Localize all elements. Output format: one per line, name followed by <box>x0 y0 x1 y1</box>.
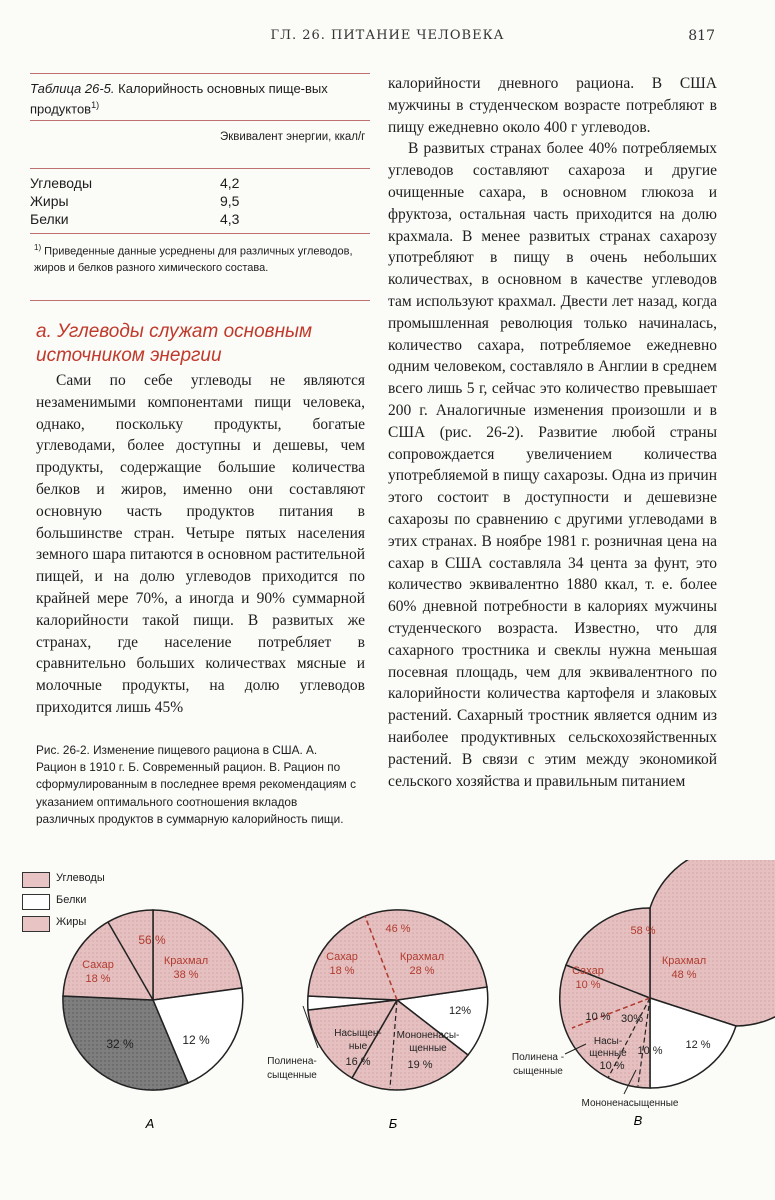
pie-c-mono-pct: 10 % <box>637 1045 663 1057</box>
table-footnote-text: Приведенные данные усреднены для различных углеводов, жиров и белков разного химического состава. <box>34 245 353 274</box>
pie-c-poly-pct: 10 % <box>585 1011 611 1023</box>
table-caption <box>30 80 360 117</box>
legend-label: Жиры <box>56 916 87 928</box>
table-header-bottom-rule <box>30 168 370 169</box>
table-cell-value: 4,2 <box>220 175 240 191</box>
pie-a-protein-pct: 12 % <box>182 1033 210 1047</box>
pie-b-sugar-pct: 18 % <box>329 965 355 977</box>
table-footnote <box>34 240 360 276</box>
pie-b-mono-label2: щенные <box>409 1043 447 1054</box>
pie-a-starch-pct: 38 % <box>173 969 199 981</box>
page-number: 817 <box>688 28 715 44</box>
pie-b-starch-pct: 28 % <box>409 965 435 977</box>
pie-b-protein-pct: 12% <box>448 1005 472 1017</box>
pie-b-sat-pct: 16 % <box>345 1056 371 1068</box>
table-header-rule <box>30 120 370 121</box>
pie-c-protein-pct: 12 % <box>685 1039 711 1051</box>
table-cell-name: Жиры <box>30 193 69 209</box>
pie-a-fat-pct: 32 % <box>106 1037 134 1051</box>
pie-c-poly-label2: сыщенные <box>513 1066 563 1077</box>
pie-c-slice-carbs <box>650 860 775 1026</box>
pie-c-starch-label: Крахмал <box>661 955 707 967</box>
table-column-header: Эквивалент энергии, ккал/г <box>220 131 366 143</box>
table-row <box>30 175 360 191</box>
table-footnote-rule <box>30 300 370 301</box>
pie-c-fat-total: 30% <box>620 1013 644 1025</box>
paragraph: В развитых странах более 40% потребляемых углеводов составляют сахароза и другие очищенные сахара, в основном глюкоза и фруктоза, остальная часть приходится на долю крахмала. В менее развитых странах сахарозу употребляют в пищу в очень небольших количествах, в основном в качестве углеводов там используют крахмал. Двести лет назад, когда промышленная революция только начиналась, количество сахара, потребляемое ежедневно одним человеком, составляло в Англии в среднем всего лишь 5 г, сейчас это количество превышает 200 г. Аналогичные изменения произошли и в США (рис. 26-2). Развитие любой страны сопровождается увеличением количества употребляемой в пищу сахарозы. Одна из причин этого состоит в доступности и дешевизне сахарозы по сравнению с другими углеводами в этих странах. В ноябре 1981 г. розничная цена на сахар в США составляла 34 цента за фунт, это количество эквивалентно 1880 ккал, т. е. более 60% дневной потребности в калориях мужчины студенческого возраста. Известно, что для сахарного тростника и свеклы нужна меньшая посевная площадь, чем для эквивалентного по калорийности количества картофеля и злаковых растений. Сахарный тростник является одним из наиболее продуктивных сельскохозяйственных растений. В связи с этим между экономикой сельского хозяйства и правильным питанием <box>388 140 717 790</box>
pie-b-poly-label: Полинена- <box>267 1056 317 1067</box>
table-cell-value: 9,5 <box>220 193 240 209</box>
table-top-rule <box>30 73 370 74</box>
pie-b-starch-label: Крахмал <box>399 951 445 963</box>
pie-c-sat-label: Насы- <box>593 1036 623 1047</box>
pie-b-mono-label: Мононенасы- <box>396 1030 460 1041</box>
table-cell-value: 4,3 <box>220 211 240 227</box>
pie-b-poly-label2: сыщенные <box>267 1070 317 1081</box>
pie-b-mono-pct: 19 % <box>407 1059 433 1071</box>
pie-c-mono-label: Мононенасыщенные <box>581 1098 679 1109</box>
pie-c-sugar-pct: 10 % <box>575 979 601 991</box>
table-cell-name: Белки <box>30 211 69 227</box>
pie-a-sugar-pct: 18 % <box>85 973 111 985</box>
legend-label: Углеводы <box>56 872 105 884</box>
body-column-left <box>36 370 365 719</box>
paragraph: калорийности дневного рациона. В США мужчины в студенческом возрасте потребляют в пищу ежедневно около 400 г углеводов. <box>388 75 717 136</box>
pie-a-starch-label: Крахмал <box>163 955 209 967</box>
pie-a-sugar-label: Сахар <box>82 959 114 971</box>
table-caption-label: Таблица 26-5. <box>30 81 115 96</box>
pie-c-poly-label: Полинена - <box>511 1052 565 1063</box>
pie-c-sat-label2: щенные <box>589 1048 627 1059</box>
pie-b-carb-total: 46 % <box>385 923 411 935</box>
pie-b-letter: Б <box>388 1116 398 1131</box>
running-header-title: ГЛ. 26. ПИТАНИЕ ЧЕЛОВЕКА <box>270 28 505 43</box>
pie-c-letter: В <box>633 1113 643 1128</box>
pie-a <box>63 910 243 1131</box>
table-footnote-sup: 1) <box>34 243 42 252</box>
pie-a-letter: А <box>145 1116 155 1131</box>
pie-b-sat-label2: ные <box>348 1041 368 1052</box>
pie-b <box>267 910 488 1131</box>
pie-b-sugar-label: Сахар <box>326 951 358 963</box>
paragraph: Сами по себе углеводы не являются незаменимыми компонентами пищи человека, однако, поскольку продукты, богатые углеводами, более доступны и дешевы, чем продукты, содержащие большие количества белков и жиров, именно они составляют основную часть продуктов питания в большинстве стран. Четыре пятых населения земного шара питаются в основном растительной пищей, и на долю углеводов приходится по крайней мере 70%, а иногда и 90% суммарной калорийности такой пищи. В развитых же странах, где население потребляет в сравнительно больших количествах мясные и молочные продукты, на долю углеводов приходится лишь 45% <box>36 372 365 716</box>
legend-label: Белки <box>56 894 87 906</box>
pie-b-sat-label: Насыщен- <box>334 1028 382 1039</box>
figure-caption: Рис. 26-2. Изменение пищевого рациона в США. А. Рацион в 1910 г. Б. Современный рацион. В. Рацион по сформулированным в последнее время рекомендациям с указанием оптимального соотношения вкладов различных продуктов в суммарную калорийность пищи. <box>36 743 356 826</box>
table-cell-name: Углеводы <box>30 175 93 191</box>
table-caption-sup: 1) <box>91 100 100 110</box>
pie-charts-figure <box>0 860 775 1150</box>
section-heading: а. Углеводы служат основным источником энергии <box>36 321 313 366</box>
pie-c-sugar-label: Сахар <box>572 965 604 977</box>
pie-a-carb-total: 56 % <box>138 933 166 947</box>
table-row <box>30 211 360 227</box>
pie-c-starch-pct: 48 % <box>671 969 697 981</box>
table-bottom-rule <box>30 233 370 234</box>
pie-c-sat-pct: 10 % <box>599 1060 625 1072</box>
body-column-right <box>388 73 717 792</box>
pie-c <box>512 860 775 1128</box>
table-row <box>30 193 360 209</box>
pie-c-carb-total: 58 % <box>630 925 656 937</box>
table-caption-text: Калорийность основных пище-вых продуктов <box>30 81 328 117</box>
